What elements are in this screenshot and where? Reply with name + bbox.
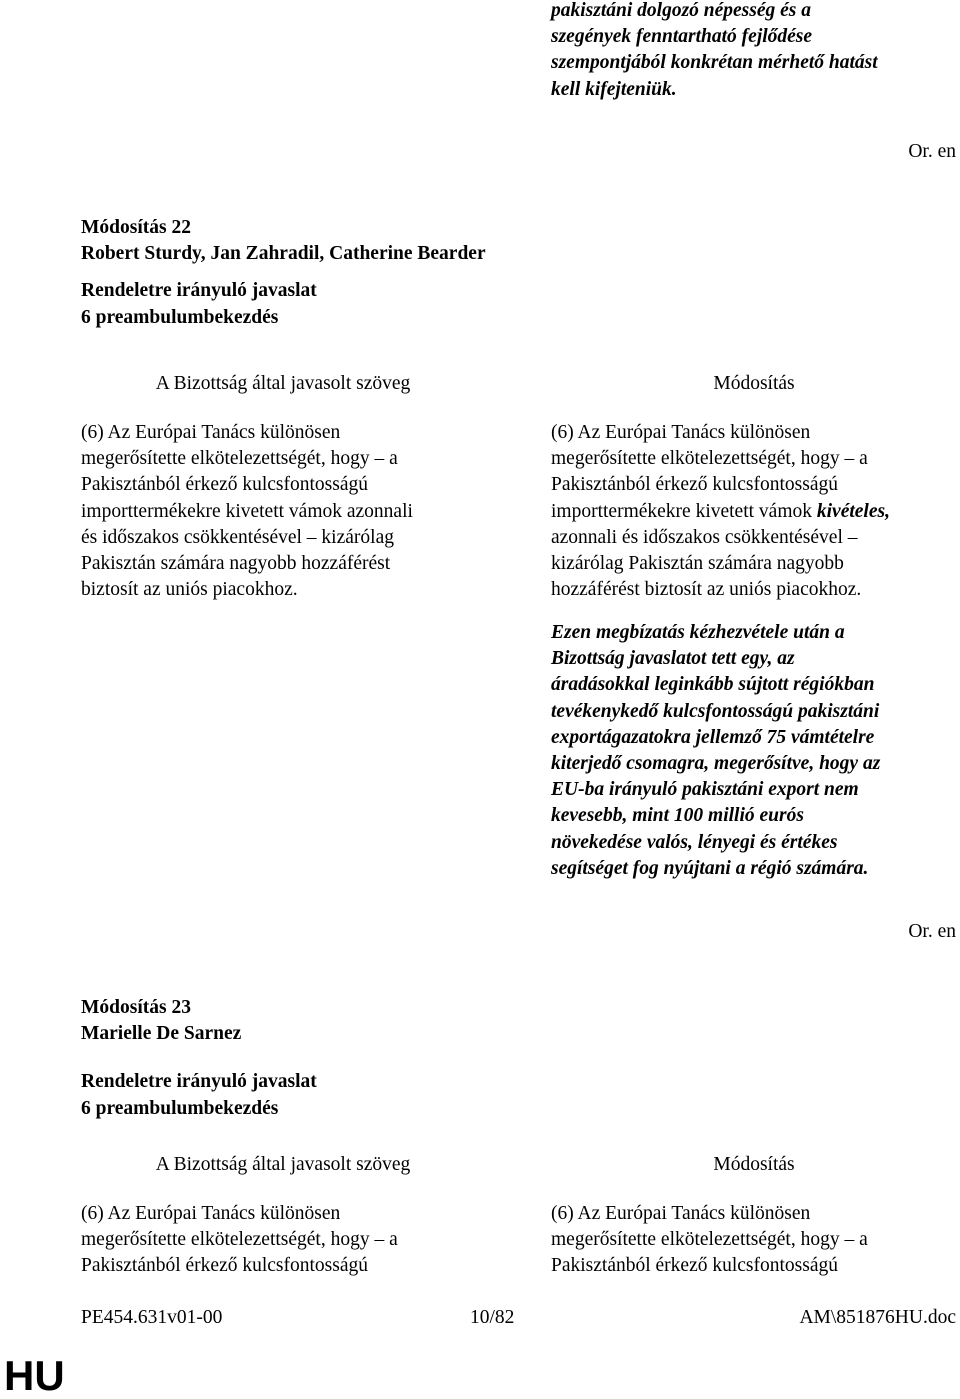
text-segment: kizárólag Pakisztán számára nagyobb: [551, 553, 844, 575]
text-line: biztosít az uniós piacokhoz.: [81, 579, 298, 601]
text-line: [551, 551, 960, 577]
original-language-label: Or. en: [908, 921, 956, 942]
inserted-line: kevesebb, mint 100 millió eurós: [551, 805, 804, 827]
inserted-line: segítséget fog nyújtani a régió számára.: [551, 857, 869, 879]
commission-text-header: A Bizottság által javasolt szöveg: [155, 373, 411, 394]
amendment-text-column: [551, 1201, 960, 1280]
commission-text-column: [81, 420, 491, 603]
text-line: [551, 420, 960, 446]
amendment-number: Módosítás 22: [81, 217, 191, 238]
text-line: [551, 446, 960, 472]
amendment-22-heading: [81, 215, 486, 331]
text-line: [551, 472, 960, 498]
original-language-label: Or. en: [908, 141, 956, 162]
text-segment: Pakisztánból érkező kulcsfontosságú: [551, 474, 839, 496]
amendment-header: Módosítás: [713, 1154, 795, 1175]
text-line: (6) Az Európai Tanács különösen: [81, 422, 341, 443]
amendment-23-heading: [81, 995, 317, 1122]
text-line: [551, 577, 960, 603]
commission-text-column: [81, 1201, 491, 1280]
commission-text-header: A Bizottság által javasolt szöveg: [155, 1154, 411, 1175]
recital-reference: 6 preambulumbekezdés: [81, 1097, 279, 1119]
footer-file-name: AM\851876HU.doc: [799, 1307, 956, 1328]
inserted-line: exportágazatokra jellemző 75 vámtételre: [551, 726, 875, 748]
inserted-line: Ezen megbízatás kézhezvétele után a: [551, 622, 845, 643]
inserted-line: áradásokkal leginkább sújtott régiókban: [551, 674, 875, 696]
continuation-line: pakisztáni dolgozó népesség és a: [551, 0, 812, 21]
text-line: és időszakos csökkentésével – kizárólag: [81, 526, 394, 548]
amendment-authors: Robert Sturdy, Jan Zahradil, Catherine Bearder: [81, 243, 486, 265]
text-segment: megerősítette elkötelezettségét, hogy – a: [551, 448, 868, 470]
text-segment: importtermékekre kivetett vámok: [551, 500, 817, 522]
text-line: Pakisztánból érkező kulcsfontosságú: [551, 1255, 839, 1277]
proposal-type: Rendeletre irányuló javaslat: [81, 280, 317, 302]
inserted-line: növekedése valós, lényegi és értékes: [551, 831, 838, 853]
text-line: (6) Az Európai Tanács különösen: [81, 1203, 341, 1224]
recital-reference: 6 preambulumbekezdés: [81, 306, 279, 328]
text-line: [551, 525, 960, 551]
text-line: Pakisztán számára nagyobb hozzáférést: [81, 553, 391, 575]
text-line: Pakisztánból érkező kulcsfontosságú: [81, 474, 369, 496]
continuation-line: szempontjából konkrétan mérhető hatást: [551, 52, 878, 74]
proposal-type: Rendeletre irányuló javaslat: [81, 1071, 317, 1093]
continuation-text: [551, 0, 878, 103]
inserted-line: kiterjedő csomagra, megerősítve, hogy az: [551, 753, 881, 775]
inserted-line: Bizottság javaslatot tett egy, az: [551, 648, 795, 670]
inserted-text: kivételes,: [816, 500, 890, 522]
text-segment: azonnali és időszakos csökkentésével –: [551, 526, 858, 548]
text-line: importtermékekre kivetett vámok azonnali: [81, 500, 413, 522]
amendment-number: Módosítás 23: [81, 997, 191, 1018]
text-line: megerősítette elkötelezettségét, hogy – a: [81, 448, 398, 470]
text-line: megerősítette elkötelezettségét, hogy – a: [551, 1229, 868, 1251]
footer-doc-ref: PE454.631v01-00: [81, 1307, 223, 1328]
text-line: [551, 499, 960, 525]
text-line: Pakisztánból érkező kulcsfontosságú: [81, 1255, 369, 1277]
amendment-authors: Marielle De Sarnez: [81, 1023, 242, 1045]
inserted-paragraph: [551, 620, 960, 882]
amendment-header: Módosítás: [713, 373, 795, 394]
continuation-line: szegények fenntartható fejlődése: [551, 26, 813, 48]
inserted-line: EU-ba irányuló pakisztáni export nem: [551, 779, 859, 801]
footer-page-number: 10/82: [470, 1307, 515, 1328]
text-segment: hozzáférést biztosít az uniós piacokhoz.: [551, 579, 862, 601]
amendment-text-column: [551, 420, 960, 603]
inserted-line: tevékenykedő kulcsfontosságú pakisztáni: [551, 700, 880, 722]
language-code: HU: [4, 1352, 65, 1399]
continuation-line: kell kifejteniük.: [551, 78, 677, 100]
text-line: (6) Az Európai Tanács különösen: [551, 1203, 811, 1224]
text-segment: (6) Az Európai Tanács különösen: [551, 422, 811, 443]
text-line: megerősítette elkötelezettségét, hogy – a: [81, 1229, 398, 1251]
